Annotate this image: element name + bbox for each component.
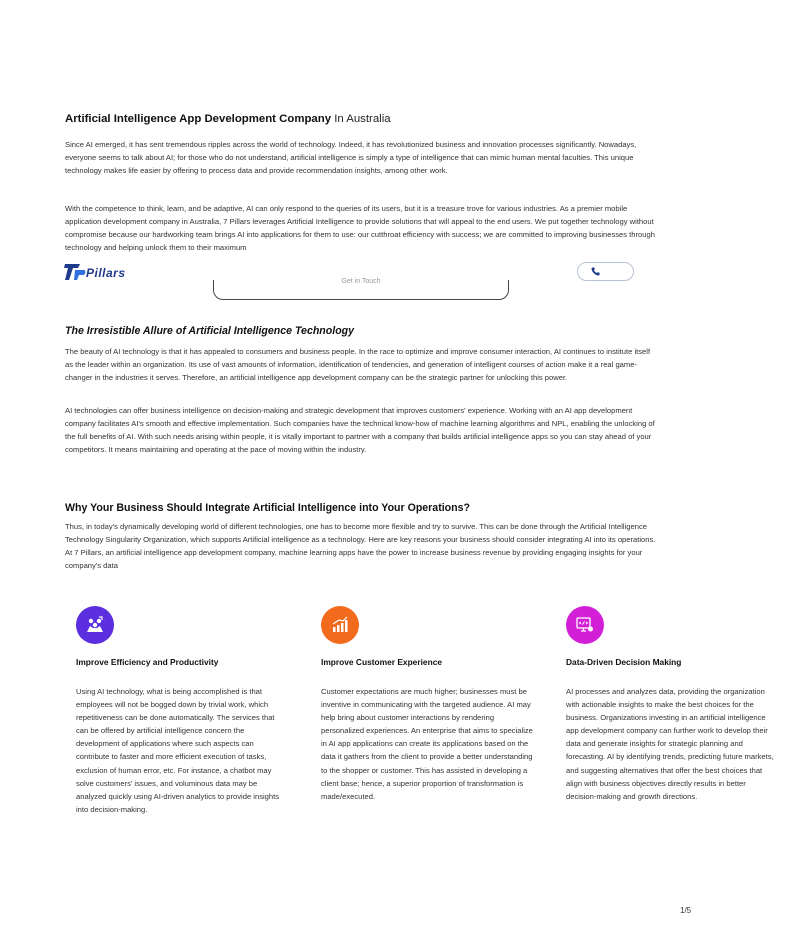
page-number: 1/5 — [680, 906, 692, 915]
growth-chart-icon — [321, 606, 359, 644]
section-allure-paragraph-1: The beauty of AI technology is that it has appealed to consumers and business people. In the race to optimize and improve consumer interaction, AI continues to institute itself as the leader within an organization. Its use of vast amounts of information, identification of tendencies, and generation of intelligent courses of action make it a real game-changer in the industries it serves. Therefore, an artificial intelligence app development company can be the strategic partner for unlocking this power. — [65, 347, 651, 382]
card-efficiency-title: Improve Efficiency and Productivity — [76, 657, 219, 667]
card-data-driven-title: Data-Driven Decision Making — [566, 657, 682, 667]
card-efficiency-body: Using AI technology, what is being accomplished is that employees will not be bogged down by trivial work, which repetitiveness can be done automatically. The services that can be offered by artificial intelligence concern the development of applications where such aspects can contribute to faster and more efficient execution of tasks, exclusion of human error, etc. For instance, a chatbot may solve customers' issues, and voluminous data may be analyzed quickly using AI-driven analytics to provide insights into decision-making. — [76, 687, 280, 814]
data-screen-icon — [566, 606, 604, 644]
card-customer-experience-title: Improve Customer Experience — [321, 657, 443, 667]
section-allure-title: The Irresistible Allure of Artificial Intelligence Technology — [65, 325, 355, 337]
card-customer-experience-body: Customer expectations are much higher; businesses must be inventive in communicating with the targeted audience. AI may help bring about customer interactions by rendering personalized experiences. An enterprise that aims to specialize in AI app applications can create its applications based on the data it gathers from the client to provide a better understanding to the shopper or customer. This has assisted in developing a client base; hence, a superior proportion of transformation is made/executed. — [321, 687, 533, 801]
page-title-light: In Australia — [334, 113, 391, 125]
get-in-touch-label: Get in Touch — [341, 278, 381, 285]
intro-paragraph-1: Since AI emerged, it has sent tremendous ripples across the world of technology. Indeed, it has revolutionized business and innovation processes significantly. Nowadays, everyone seems to talk about AI; for those who do not understand, artificial intelligence is simply a type of intelligence that can mimic human mental faculties. This unique technology makes life easier by offering to process data and provide recommendation insights, among other work. — [65, 140, 637, 175]
logo-text[interactable]: Pillars — [86, 266, 126, 280]
section-allure-paragraph-2: AI technologies can offer business intelligence on decision-making and strategic development that improves customers' experience. Working with an AI app development company facilitates AI's smooth and effective implementation. Such companies have the technical know-how of machine learning algorithms and NPL, enabling the unlocking of the full benefits of AI. With such needs arising within people, it is vitally important to partner with a company that builds artificial intelligence apps so you can stay ahead of your competitors. It means maintaining and operating at the pace of moving within the industry. — [65, 406, 655, 454]
team-efficiency-icon — [76, 606, 114, 644]
card-data-driven-body: AI processes and analyzes data, providing the organization with actionable insights to make the best choices for the business. Organizations investing in an artificial intelligence app development company can further work to develop their data and generate insights for strategic planning and forecasting. AI by identifying trends, predicting future markets, and suggesting alternatives that offer the best choices that align with business objectives directly results in better decision-making and growth directions. — [566, 687, 774, 801]
page-title-bold: Artificial Intelligence App Development Company — [65, 113, 332, 125]
intro-paragraph-2: With the competence to think, learn, and be adaptive, AI can only respond to the queries of its users, but it is a treasure trove for various industries. As a premier mobile application development company in Australia, 7 Pillars leverages Artificial Intelligence to provide solutions that will appeal to the end users. We put together technology without compromise because our hardworking team brings AI into applications for them to use: our cutthroat efficiency with success; we are committed to improving businesses through technology and helping unlock them to their maximum — [65, 204, 655, 252]
section-why-title: Why Your Business Should Integrate Artificial Intelligence into Your Operations? — [65, 502, 470, 514]
section-why-paragraph: Thus, in today's dynamically developing world of different technologies, one has to become more flexible and try to survive. This can be done through the Artificial Intelligence Technology Singularity Organization, which supports Artificial intelligence as a technology. Here are key reasons your business should consider integrating AI into its operations. At 7 Pillars, an artificial intelligence app development company, machine learning apps have the power to increase business revenue by providing engaging insights for your company's data — [65, 522, 656, 570]
